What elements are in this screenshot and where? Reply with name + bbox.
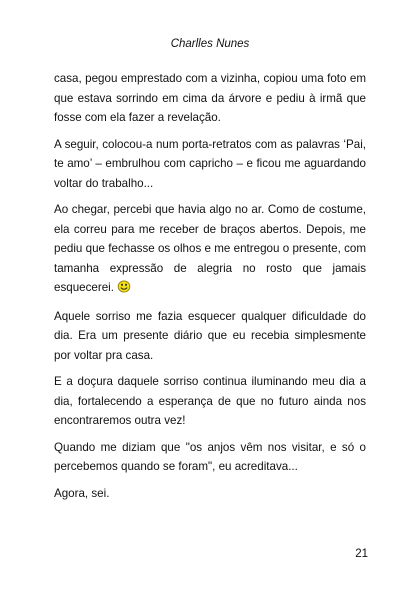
running-header-author: Charlles Nunes — [170, 38, 250, 50]
paragraph-4: Aquele sorriso me fazia esquecer qualquer dificuldade do dia. Era um presente diário que eu recebia simplesmente por voltar pra casa. — [54, 309, 366, 362]
paragraph-6: Quando me diziam que "os anjos vêm nos visitar, e só o percebemos quando se foram", eu acreditava... — [54, 440, 366, 473]
body-text — [54, 69, 366, 510]
paragraph-7: Agora, sei. — [54, 486, 110, 500]
paragraph-3 — [54, 200, 366, 300]
paragraph-3-text: Ao chegar, percebi que havia algo no ar. Como de costume, ela correu para me receber de braços abertos. Depois, me pediu que fechasse os olhos e me entregou o presente, com tamanha expressão de alegria no rosto que jamais esquecerei. — [54, 203, 366, 294]
paragraph-5: E a doçura daquele sorriso continua iluminando meu dia a dia, fortalecendo a esperança de que no futuro ainda nos encontraremos outra vez! — [54, 375, 366, 427]
paragraph-1: casa, pegou emprestado com a vizinha, copiou uma foto em que estava sorrindo em cima da árvore e pediu à irmã que fosse com ela fazer a revelação. — [54, 72, 366, 124]
smiley-emoticon-icon — [117, 280, 131, 300]
paragraph-2: A seguir, colocou-a num porta-retratos com as palavras ‘Pai, te amo’ – embrulhou com capricho – e ficou me aguardando voltar do trabalho... — [54, 137, 366, 190]
page-number: 21 — [355, 548, 368, 560]
